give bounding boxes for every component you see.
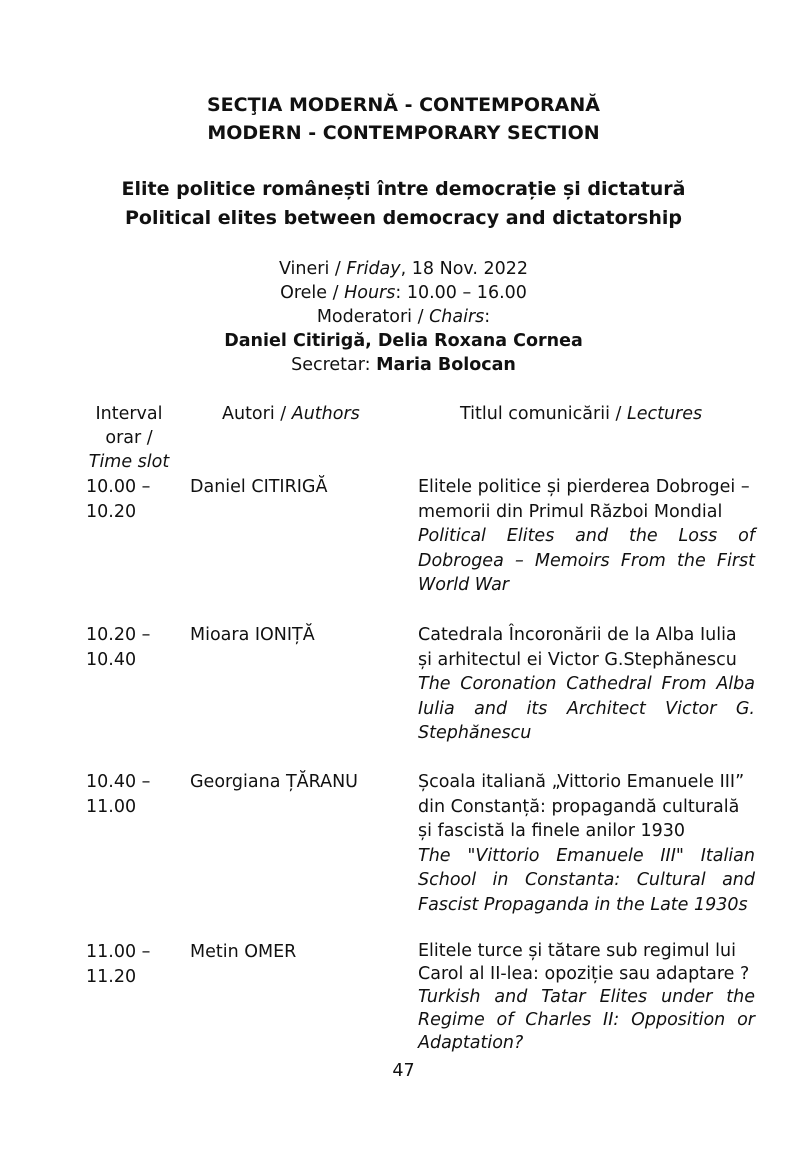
row-4-title-en: Turkish and Tatar Elites under the Regime of Charles II: Opposition or Adaptation?	[418, 987, 755, 1053]
row-1-title-en: Political Elites and the Loss of Dobrogea – Memoirs From the First World War	[418, 526, 755, 595]
row-1-title	[418, 475, 755, 598]
session-secretary: Secretar: Maria Bolocan	[291, 355, 516, 375]
header-time-slot: Interval orar / Time slot	[88, 404, 170, 472]
header-authors: Autori / Authors	[222, 404, 360, 424]
section-title-en: MODERN - CONTEMPORARY SECTION	[207, 122, 600, 144]
row-2-time: 10.20 – 10.40	[86, 625, 151, 670]
row-1-author: Daniel CITIRIGĂ	[190, 477, 328, 497]
row-4-title-ro: Elitele turce și tătare sub regimul lui Carol al II-lea: opoziție sau adaptare ?	[418, 941, 750, 984]
section-title-ro: SECŢIA MODERNĂ - CONTEMPORANĂ	[207, 94, 600, 116]
row-3-title-ro: Școala italiană „Vittorio Emanuele III” din Constanță: propagandă culturală și fascistă la finele anilor 1930	[418, 772, 745, 841]
row-2-title-en: The Coronation Cathedral From Alba Iulia and its Architect Victor G. Stephănescu	[418, 674, 755, 743]
session-chairs-names: Daniel Citirigă, Delia Roxana Cornea	[224, 331, 583, 351]
row-4-author: Metin OMER	[190, 942, 297, 962]
row-2-title-ro: Catedrala Încoronării de la Alba Iulia și arhitectul ei Victor G.Stephănescu	[418, 625, 737, 670]
row-3-time: 10.40 – 11.00	[86, 772, 151, 817]
session-title	[0, 175, 807, 233]
session-date: Vineri / Friday, 18 Nov. 2022	[278, 259, 529, 279]
row-1-time: 10.00 – 10.20	[86, 477, 151, 522]
row-4-time: 11.00 – 11.20	[86, 942, 151, 987]
section-title	[0, 91, 807, 147]
row-3-title	[418, 770, 755, 917]
row-4-title	[418, 940, 755, 1055]
session-hours: Orele / Hours: 10.00 – 16.00	[280, 283, 527, 303]
row-2-author: Mioara IONIȚĂ	[190, 625, 315, 645]
session-title-ro: Elite politice românești între democrație și dictatură	[121, 178, 686, 200]
page-number: 47	[392, 1061, 415, 1081]
row-1-title-ro: Elitele politice și pierderea Dobrogei – memorii din Primul Război Mondial	[418, 477, 750, 522]
session-chairs-label: Moderatori / Chairs:	[316, 307, 491, 327]
row-3-author: Georgiana ȚĂRANU	[190, 772, 358, 792]
row-2-title	[418, 623, 755, 746]
session-title-en: Political elites between democracy and dictatorship	[124, 207, 682, 229]
session-info	[0, 257, 807, 377]
row-3-title-en: The "Vittorio Emanuele III" Italian School in Constanta: Cultural and Fascist Propaganda in the Late 1930s	[418, 845, 755, 915]
header-lectures: Titlul comunicării / Lectures	[460, 404, 703, 424]
